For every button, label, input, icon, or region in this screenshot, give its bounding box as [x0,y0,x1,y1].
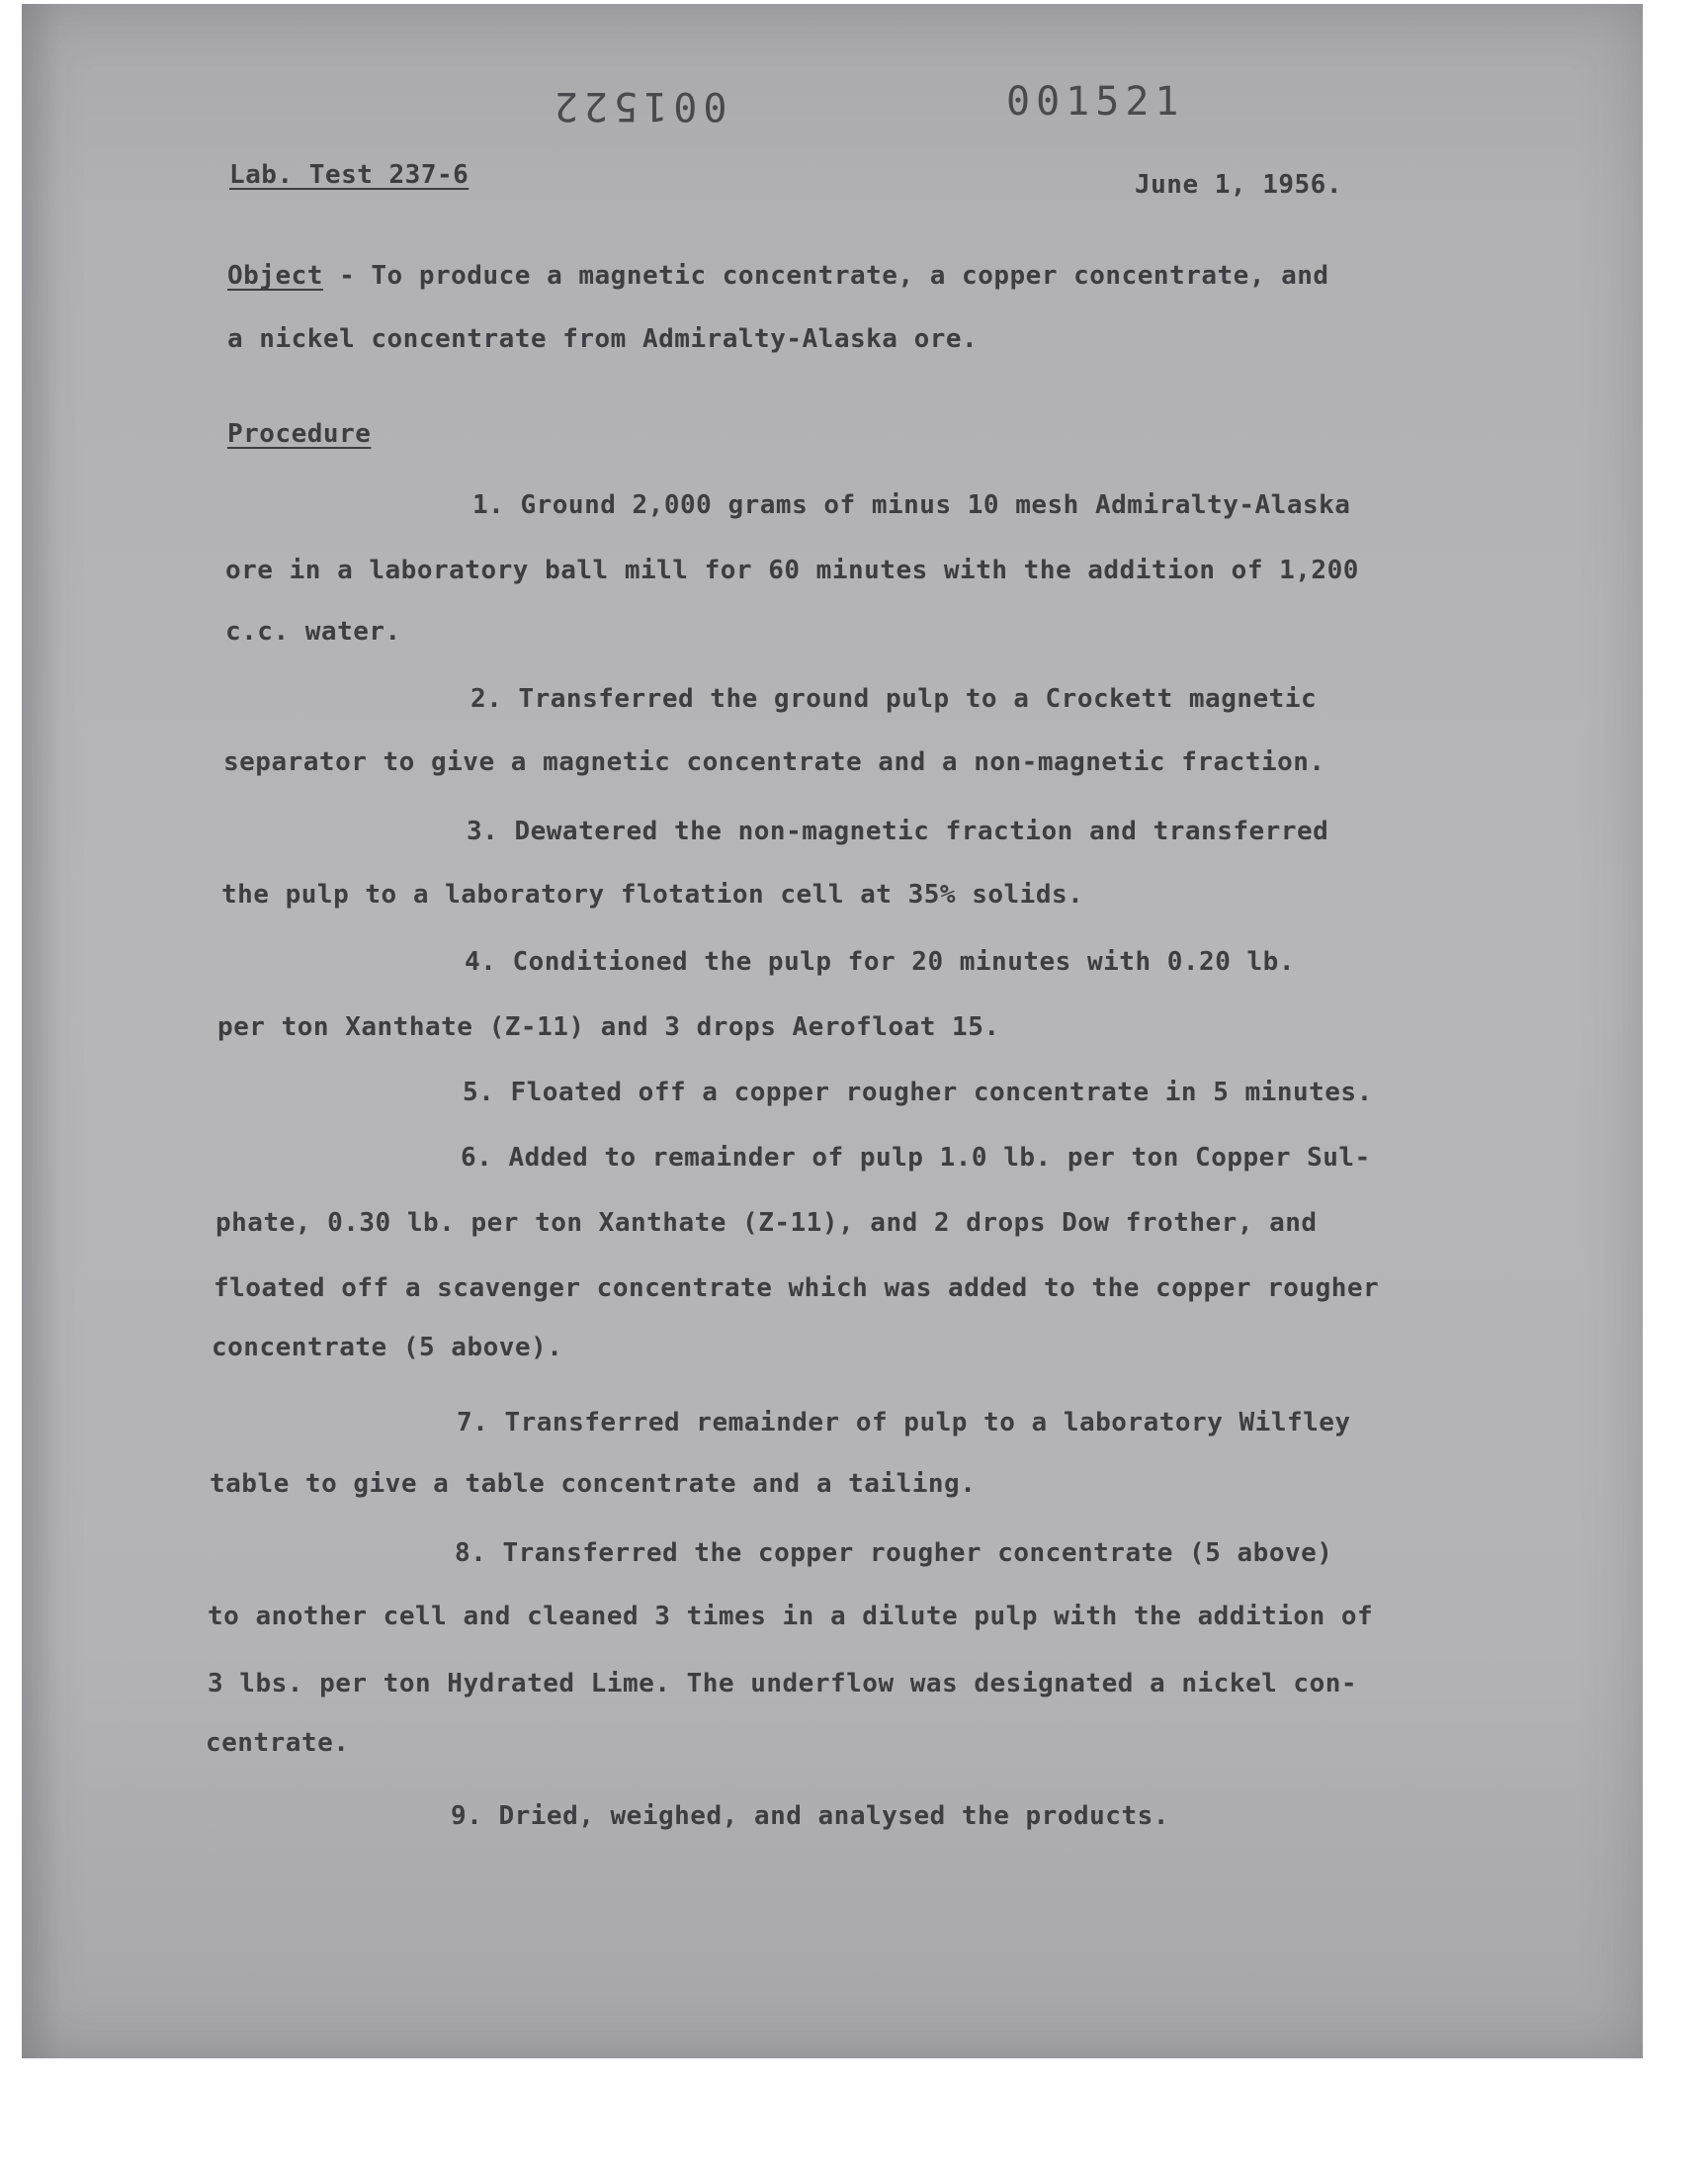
procedure-line: 7. Transferred remainder of pulp to a laboratory Wilfley [457,1408,1351,1437]
procedure-line: c.c. water. [225,617,401,647]
lab-test-title: Lab. Test 237-6 [229,160,470,190]
procedure-line: the pulp to a laboratory flotation cell at 35% solids. [221,880,1084,910]
stamp-number: 001521 [1006,79,1185,125]
object-line-2: a nickel concentrate from Admiralty-Alaska ore. [227,324,979,354]
procedure-line: floated off a scavenger concentrate which was added to the copper rougher [214,1273,1380,1303]
page-shadow-edge [22,4,61,2058]
procedure-line: table to give a table concentrate and a tailing. [210,1469,977,1499]
procedure-line: concentrate (5 above). [212,1333,563,1362]
procedure-line: 4. Conditioned the pulp for 20 minutes with 0.20 lb. [465,947,1295,977]
procedure-line: 6. Added to remainder of pulp 1.0 lb. per ton Copper Sul- [461,1143,1371,1173]
procedure-line: to another cell and cleaned 3 times in a dilute pulp with the addition of [208,1602,1374,1631]
procedure-line: centrate. [206,1728,350,1758]
document-date: June 1, 1956. [1135,170,1342,200]
procedure-line: 3 lbs. per ton Hydrated Lime. The underflow was designated a nickel con- [208,1669,1358,1698]
object-line-1 [227,261,1329,291]
procedure-line: 1. Ground 2,000 grams of minus 10 mesh Admiralty-Alaska [472,490,1351,520]
procedure-line: per ton Xanthate (Z-11) and 3 drops Aerofloat 15. [217,1012,1000,1042]
procedure-line: ore in a laboratory ball mill for 60 minutes with the addition of 1,200 [225,556,1359,585]
procedure-line: 2. Transferred the ground pulp to a Crockett magnetic [470,684,1318,714]
procedure-line: 8. Transferred the copper rougher concentrate (5 above) [455,1538,1333,1568]
procedure-line: phate, 0.30 lb. per ton Xanthate (Z-11), and 2 drops Dow frother, and [215,1208,1318,1238]
procedure-heading: Procedure [227,419,372,449]
object-text-1: - To produce a magnetic concentrate, a copper concentrate, and [322,261,1329,291]
procedure-line: 3. Dewatered the non-magnetic fraction and transferred [467,817,1329,846]
stamp-number-inverted: 001522 [549,83,727,129]
procedure-line: 9. Dried, weighed, and analysed the products. [451,1801,1169,1831]
object-label: Object [227,261,323,291]
procedure-line: 5. Floated off a copper rougher concentrate in 5 minutes. [463,1078,1373,1107]
procedure-line: separator to give a magnetic concentrate and a non-magnetic fraction. [223,747,1325,777]
